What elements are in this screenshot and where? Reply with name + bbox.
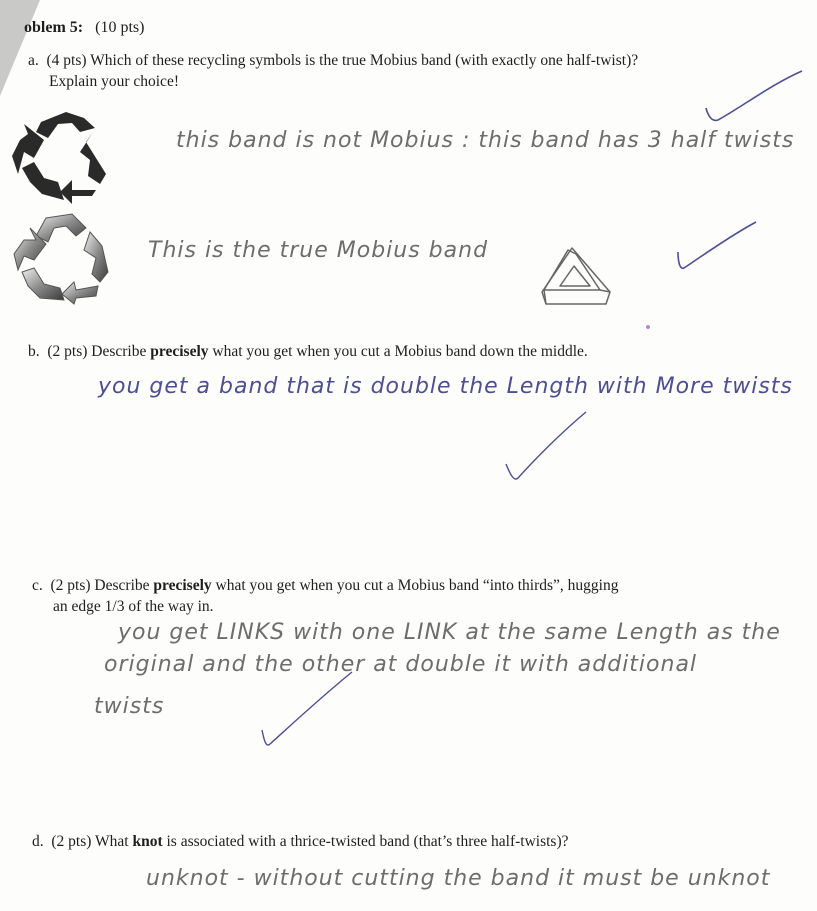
checkmark-icon bbox=[700, 68, 806, 126]
part-c-suffix: what you get when you cut a Mobius band “into thirds”, hugging bbox=[215, 577, 619, 594]
part-a-label: a. bbox=[28, 52, 39, 69]
part-c-prefix: (2 pts) Describe bbox=[50, 577, 150, 594]
part-d-answer: unknot - without cutting the band it must be unknot bbox=[146, 866, 771, 891]
checkmark-icon bbox=[500, 408, 590, 484]
part-c-answer-3: twists bbox=[94, 694, 165, 719]
part-a-text: (4 pts) Which of these recycling symbols is the true Mobius band (with exactly one half-twist)? bbox=[46, 52, 639, 69]
part-d-prefix: (2 pts) What bbox=[51, 833, 129, 850]
part-b-bold: precisely bbox=[150, 343, 209, 360]
part-a-question bbox=[28, 51, 638, 71]
part-c-question-line2: an edge 1/3 of the way in. bbox=[53, 598, 214, 615]
part-b-prefix: (2 pts) Describe bbox=[47, 343, 147, 360]
checkmark-icon bbox=[256, 668, 356, 750]
checkmark-icon bbox=[670, 216, 760, 276]
recycle-solid-icon bbox=[8, 108, 110, 204]
problem-title: oblem 5: bbox=[24, 19, 84, 36]
part-b-suffix: what you get when you cut a Mobius band down the middle. bbox=[212, 343, 588, 360]
ink-dot bbox=[646, 325, 650, 329]
part-c-question bbox=[32, 576, 618, 596]
problem-points: (10 pts) bbox=[95, 19, 145, 36]
part-c-answer-1: you get LINKS with one LINK at the same Length as the bbox=[118, 620, 781, 645]
part-d-question bbox=[32, 832, 569, 852]
part-b-label: b. bbox=[28, 343, 40, 360]
part-c-bold: precisely bbox=[153, 577, 212, 594]
part-d-bold: knot bbox=[132, 833, 163, 850]
recycle-shaded-icon bbox=[10, 210, 112, 306]
part-d-label: d. bbox=[32, 833, 44, 850]
part-d-suffix: is associated with a thrice-twisted band (that’s three half-twists)? bbox=[166, 833, 569, 850]
part-a-answer-2: This is the true Mobius band bbox=[148, 238, 489, 263]
part-c-answer-2: original and the other at double it with additional bbox=[104, 652, 698, 677]
part-c-label: c. bbox=[32, 577, 43, 594]
part-a-answer-1: this band is not Mobius : this band has 3 half twists bbox=[176, 128, 795, 153]
part-b-question bbox=[28, 342, 588, 362]
problem-heading bbox=[24, 18, 144, 38]
triangle-band-sketch-icon bbox=[538, 244, 616, 310]
page-corner-shadow bbox=[0, 0, 40, 96]
part-a-question-line2: Explain your choice! bbox=[49, 73, 179, 90]
part-b-answer: you get a band that is double the Length with More twists bbox=[98, 374, 793, 399]
